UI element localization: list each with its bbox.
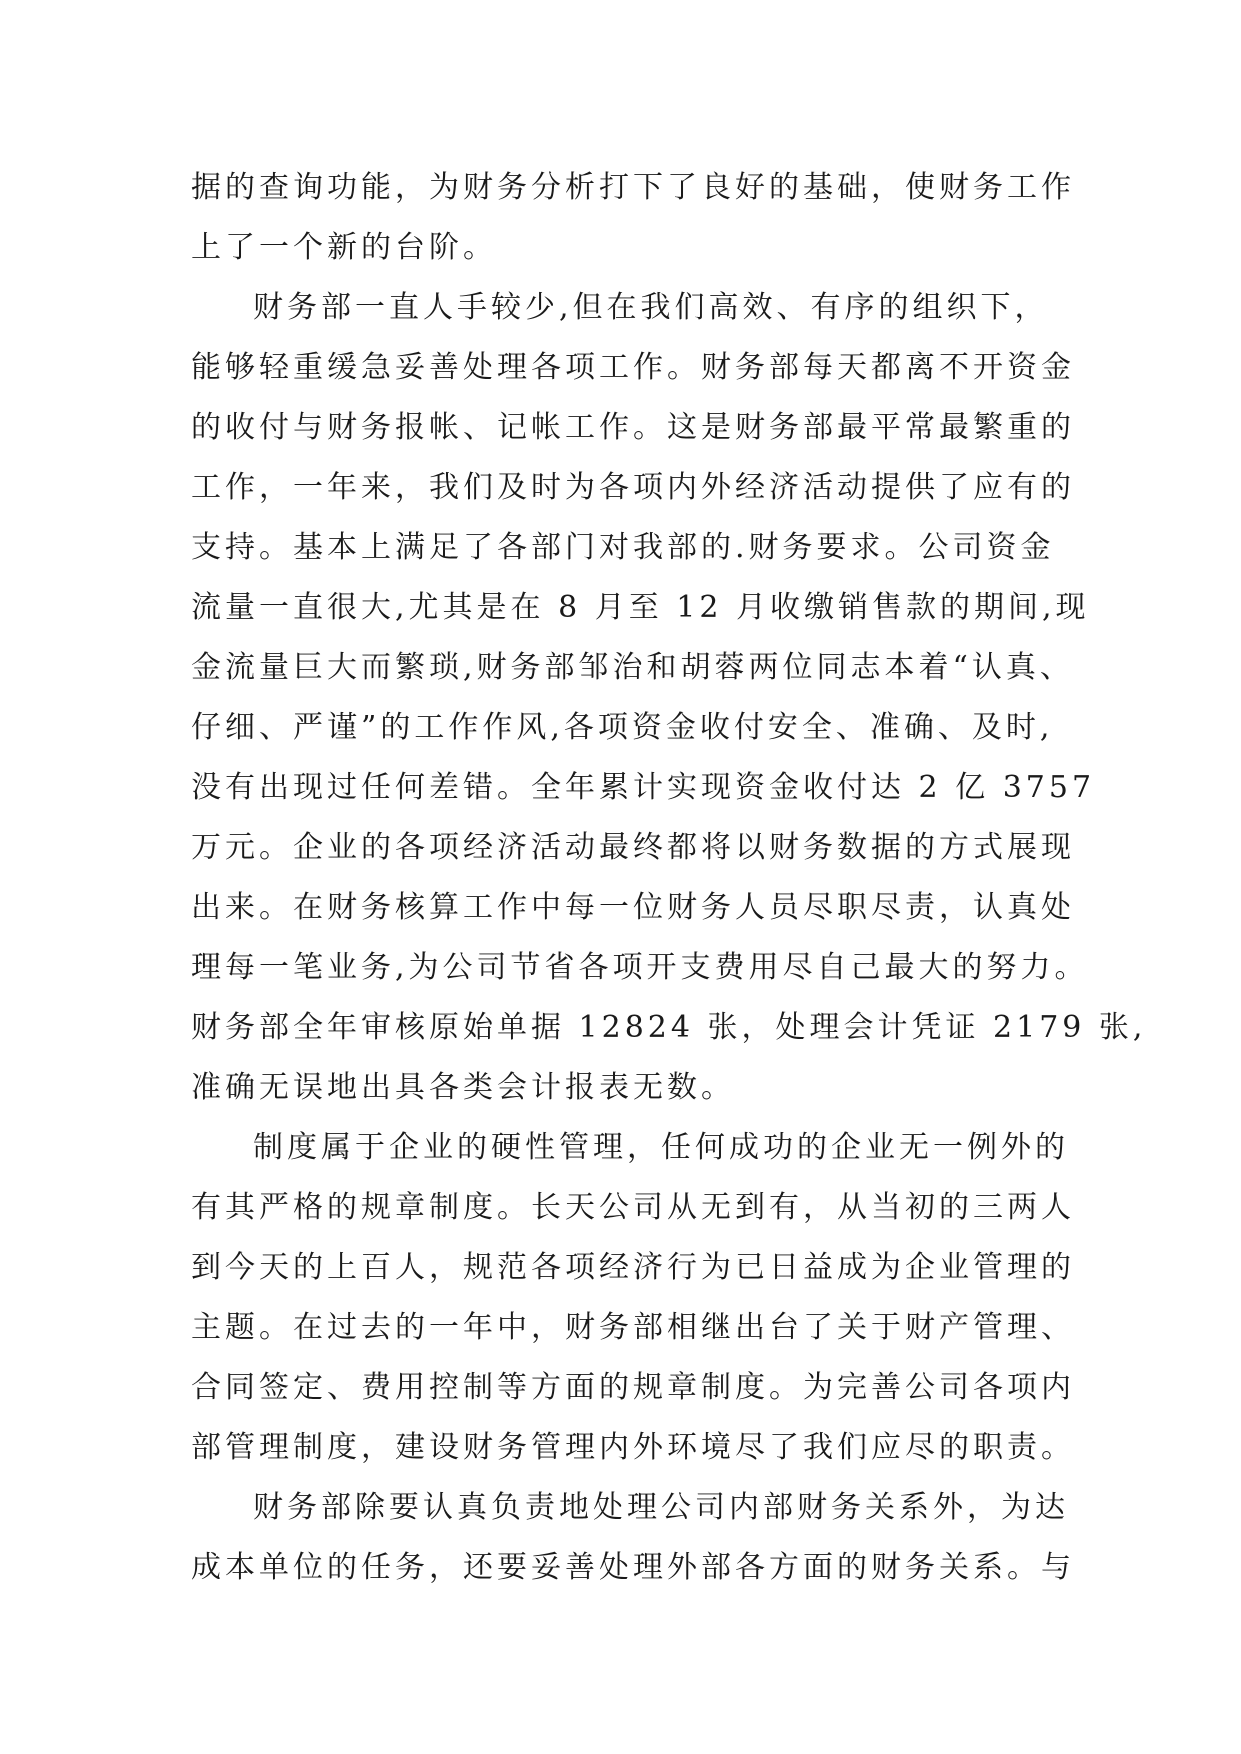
text-line: 财务部全年审核原始单据 12824 张，处理会计凭证 2179 张, (191, 1010, 1147, 1045)
text-line: 理每一笔业务,为公司节省各项开支费用尽自己最大的努力。 (191, 950, 1089, 985)
text-line: 金流量巨大而繁琐,财务部邹治和胡蓉两位同志本着“认真、 (191, 650, 1074, 685)
text-line: 合同签定、费用控制等方面的规章制度。为完善公司各项内 (191, 1370, 1075, 1405)
text-line: 到今天的上百人，规范各项经济行为已日益成为企业管理的 (191, 1250, 1075, 1285)
paragraph-first-line: 财务部除要认真负责地处理公司内部财务关系外，为达 (253, 1490, 1069, 1525)
text-line: 没有出现过任何差错。全年累计实现资金收付达 2 亿 3757 (191, 770, 1096, 805)
paragraph-first-line: 财务部一直人手较少,但在我们高效、有序的组织下， (253, 290, 1049, 325)
text-line: 的收付与财务报帐、记帐工作。这是财务部最平常最繁重的 (191, 410, 1075, 445)
text-line: 成本单位的任务，还要妥善处理外部各方面的财务关系。与 (191, 1550, 1075, 1585)
text-line: 流量一直很大,尤其是在 8 月至 12 月收缴销售款的期间,现 (191, 590, 1090, 625)
paragraph-first-line: 制度属于企业的硬性管理，任何成功的企业无一例外的 (253, 1130, 1069, 1165)
text-line: 据的查询功能，为财务分析打下了良好的基础，使财务工作 (191, 170, 1075, 205)
document-body (191, 158, 1147, 1598)
text-line: 部管理制度，建设财务管理内外环境尽了我们应尽的职责。 (191, 1430, 1075, 1465)
text-line: 能够轻重缓急妥善处理各项工作。财务部每天都离不开资金 (191, 350, 1075, 385)
text-line: 主题。在过去的一年中，财务部相继出台了关于财产管理、 (191, 1310, 1075, 1345)
text-line: 有其严格的规章制度。长天公司从无到有，从当初的三两人 (191, 1190, 1075, 1225)
text-line: 上了一个新的台阶。 (191, 230, 497, 265)
text-line: 出来。在财务核算工作中每一位财务人员尽职尽责，认真处 (191, 890, 1075, 925)
text-line: 仔细、严谨”的工作作风,各项资金收付安全、准确、及时, (191, 710, 1054, 745)
text-line: 万元。企业的各项经济活动最终都将以财务数据的方式展现 (191, 830, 1075, 865)
text-line: 支持。基本上满足了各部门对我部的.财务要求。公司资金 (191, 530, 1055, 565)
text-line: 工作，一年来，我们及时为各项内外经济活动提供了应有的 (191, 470, 1075, 505)
text-line: 准确无误地出具各类会计报表无数。 (191, 1070, 735, 1105)
